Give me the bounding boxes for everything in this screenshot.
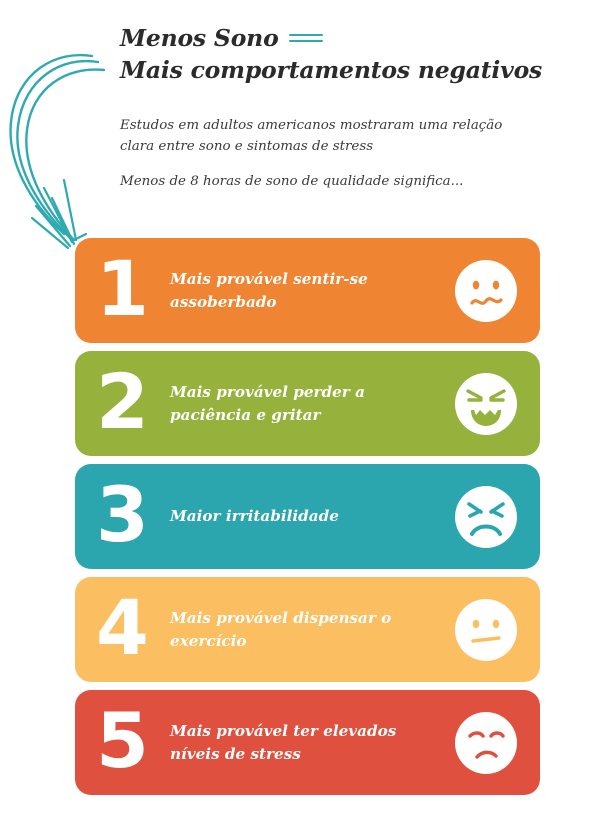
tired-sad-face-icon <box>455 712 517 774</box>
ranked-list <box>75 238 540 803</box>
list-item <box>75 238 540 343</box>
list-item <box>75 351 540 456</box>
list-item <box>75 464 540 569</box>
worried-face-icon <box>455 260 517 322</box>
angry-frowning-face-icon <box>455 486 517 548</box>
list-item-label: Mais provável perder a paciência e gritar <box>170 383 365 424</box>
list-item-label: Mais provável ter elevados níveis de stress <box>170 722 397 763</box>
list-item-number: 5 <box>96 695 149 785</box>
list-item-face <box>432 260 540 322</box>
list-item-number: 4 <box>96 582 149 672</box>
list-item-number: 2 <box>96 356 149 446</box>
page-title <box>120 22 580 87</box>
list-item-face <box>432 712 540 774</box>
title-line-1: Menos Sono <box>120 24 279 52</box>
angry-shouting-face-icon <box>455 373 517 435</box>
list-item <box>75 690 540 795</box>
title-line-2: Mais comportamentos negativos <box>120 56 543 85</box>
list-item-face <box>432 373 540 435</box>
list-item-number: 3 <box>96 469 149 559</box>
list-item-face <box>432 599 540 661</box>
list-item-label: Mais provável sentir-se assoberbado <box>170 270 368 311</box>
list-item <box>75 577 540 682</box>
list-item-label: Maior irritabilidade <box>170 507 339 526</box>
equals-dash-icon <box>289 33 323 44</box>
subtitle-secondary-text: Menos de 8 horas de sono de qualidade significa... <box>120 174 464 189</box>
neutral-face-icon <box>455 599 517 661</box>
subtitle-text: Estudos em adultos americanos mostraram uma relação clara entre sono e sintomas de stress <box>120 118 503 154</box>
list-item-label: Mais provável dispensar o exercício <box>170 609 392 650</box>
list-item-number: 1 <box>96 243 149 333</box>
curved-arrow-icon <box>0 20 130 260</box>
title-line-1-row <box>120 22 580 54</box>
list-item-face <box>432 486 540 548</box>
